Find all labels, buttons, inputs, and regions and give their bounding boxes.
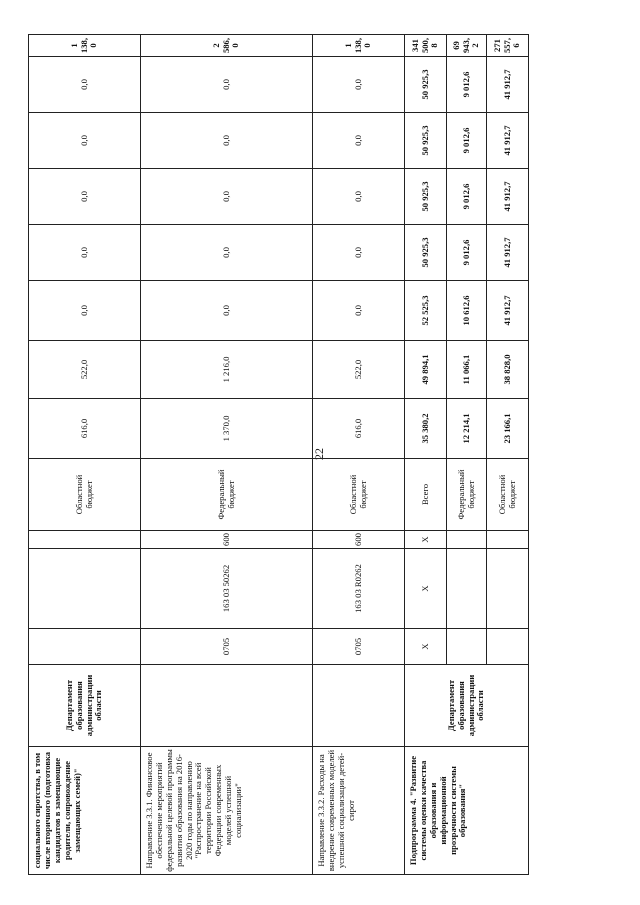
- table-row: [29, 35, 141, 875]
- program-name-cell: Подпрограмма 4. "Развитие системы оценки качества образования и информационной прозрачности системы образования": [405, 747, 529, 875]
- value-cell: 52 525,3: [405, 281, 447, 341]
- value-cell: 522,0: [313, 341, 405, 399]
- value-cell: 9 012,6: [447, 57, 487, 113]
- value-cell: 41 912,7: [487, 225, 529, 281]
- code-section-cell: [29, 629, 141, 665]
- value-cell: 41 912,7: [487, 169, 529, 225]
- value-cell: 0,0: [313, 225, 405, 281]
- responsible-cell: [141, 665, 313, 747]
- rotated-table-page: [28, 35, 528, 875]
- value-cell: 0,0: [29, 57, 141, 113]
- total-cell: 1 138,0: [29, 35, 141, 57]
- value-cell: 0,0: [141, 169, 313, 225]
- responsible-cell: Департамент образования администрации области: [29, 665, 141, 747]
- value-cell: 616,0: [313, 399, 405, 459]
- responsible-cell: Департамент образования администрации области: [405, 665, 529, 747]
- total-cell: 2 586,0: [141, 35, 313, 57]
- total-cell: 271 557,6: [487, 35, 529, 57]
- funding-source-cell: Областной бюджет: [29, 459, 141, 531]
- table-row: [313, 35, 405, 875]
- value-cell: 0,0: [141, 225, 313, 281]
- funding-source-cell: Всего: [405, 459, 447, 531]
- code-section-cell: [447, 629, 487, 665]
- responsible-cell: [313, 665, 405, 747]
- value-cell: 522,0: [29, 341, 141, 399]
- code-type-cell: 600: [141, 531, 313, 549]
- value-cell: 1 216,0: [141, 341, 313, 399]
- page-number: 22: [312, 448, 326, 460]
- value-cell: 50 925,3: [405, 169, 447, 225]
- value-cell: 23 166,1: [487, 399, 529, 459]
- code-type-cell: X: [405, 531, 447, 549]
- value-cell: 0,0: [29, 225, 141, 281]
- code-section-cell: X: [405, 629, 447, 665]
- code-section-cell: 0705: [141, 629, 313, 665]
- value-cell: 9 012,6: [447, 169, 487, 225]
- value-cell: 0,0: [141, 113, 313, 169]
- total-cell: 1 138,0: [313, 35, 405, 57]
- value-cell: 0,0: [313, 281, 405, 341]
- program-name-cell: Направление 3.3.2. Расходы на внедрение современных моделей успешной социализации детей-сирот: [313, 747, 405, 875]
- value-cell: 50 925,3: [405, 57, 447, 113]
- budget-table: [28, 34, 529, 875]
- total-cell: 69 943,2: [447, 35, 487, 57]
- value-cell: 41 912,7: [487, 113, 529, 169]
- value-cell: 9 012,6: [447, 225, 487, 281]
- program-name-cell: Направление 3.3.1. Финансовое обеспечение мероприятий федеральной целевой программы развития образования на 2016-2020 годы по направлению "Распространение на всей территории Российской Федерации современных моделей успешной социализации": [141, 747, 313, 875]
- value-cell: 616,0: [29, 399, 141, 459]
- value-cell: 10 612,6: [447, 281, 487, 341]
- value-cell: 41 912,7: [487, 57, 529, 113]
- code-type-cell: [487, 531, 529, 549]
- value-cell: 0,0: [141, 57, 313, 113]
- value-cell: 0,0: [313, 169, 405, 225]
- value-cell: 50 925,3: [405, 113, 447, 169]
- funding-source-cell: Федеральный бюджет: [141, 459, 313, 531]
- code-article-cell: 163 03 50262: [141, 549, 313, 629]
- table-row: [141, 35, 313, 875]
- value-cell: 49 894,1: [405, 341, 447, 399]
- value-cell: 1 370,0: [141, 399, 313, 459]
- value-cell: 35 380,2: [405, 399, 447, 459]
- value-cell: 41 912,7: [487, 281, 529, 341]
- value-cell: 0,0: [313, 57, 405, 113]
- code-type-cell: [29, 531, 141, 549]
- value-cell: 9 012,6: [447, 113, 487, 169]
- code-article-cell: [29, 549, 141, 629]
- value-cell: 38 828,0: [487, 341, 529, 399]
- funding-source-cell: Областной бюджет: [313, 459, 405, 531]
- value-cell: 0,0: [29, 281, 141, 341]
- value-cell: 12 214,1: [447, 399, 487, 459]
- value-cell: 0,0: [29, 169, 141, 225]
- value-cell: 11 066,1: [447, 341, 487, 399]
- code-type-cell: [447, 531, 487, 549]
- code-article-cell: X: [405, 549, 447, 629]
- funding-source-cell: Федеральный бюджет: [447, 459, 487, 531]
- table-row: [405, 35, 447, 875]
- code-article-cell: [447, 549, 487, 629]
- value-cell: 0,0: [141, 281, 313, 341]
- value-cell: 0,0: [313, 113, 405, 169]
- total-cell: 341 500,8: [405, 35, 447, 57]
- code-article-cell: 163 03 R0262: [313, 549, 405, 629]
- value-cell: 50 925,3: [405, 225, 447, 281]
- code-section-cell: 0705: [313, 629, 405, 665]
- program-name-cell: социального сиротства, в том числе вторичного (подготовка кандидатов в замещающие родители, сопровождение замещающих семей)": [29, 747, 141, 875]
- code-type-cell: 600: [313, 531, 405, 549]
- value-cell: 0,0: [29, 113, 141, 169]
- funding-source-cell: Областной бюджет: [487, 459, 529, 531]
- code-section-cell: [487, 629, 529, 665]
- code-article-cell: [487, 549, 529, 629]
